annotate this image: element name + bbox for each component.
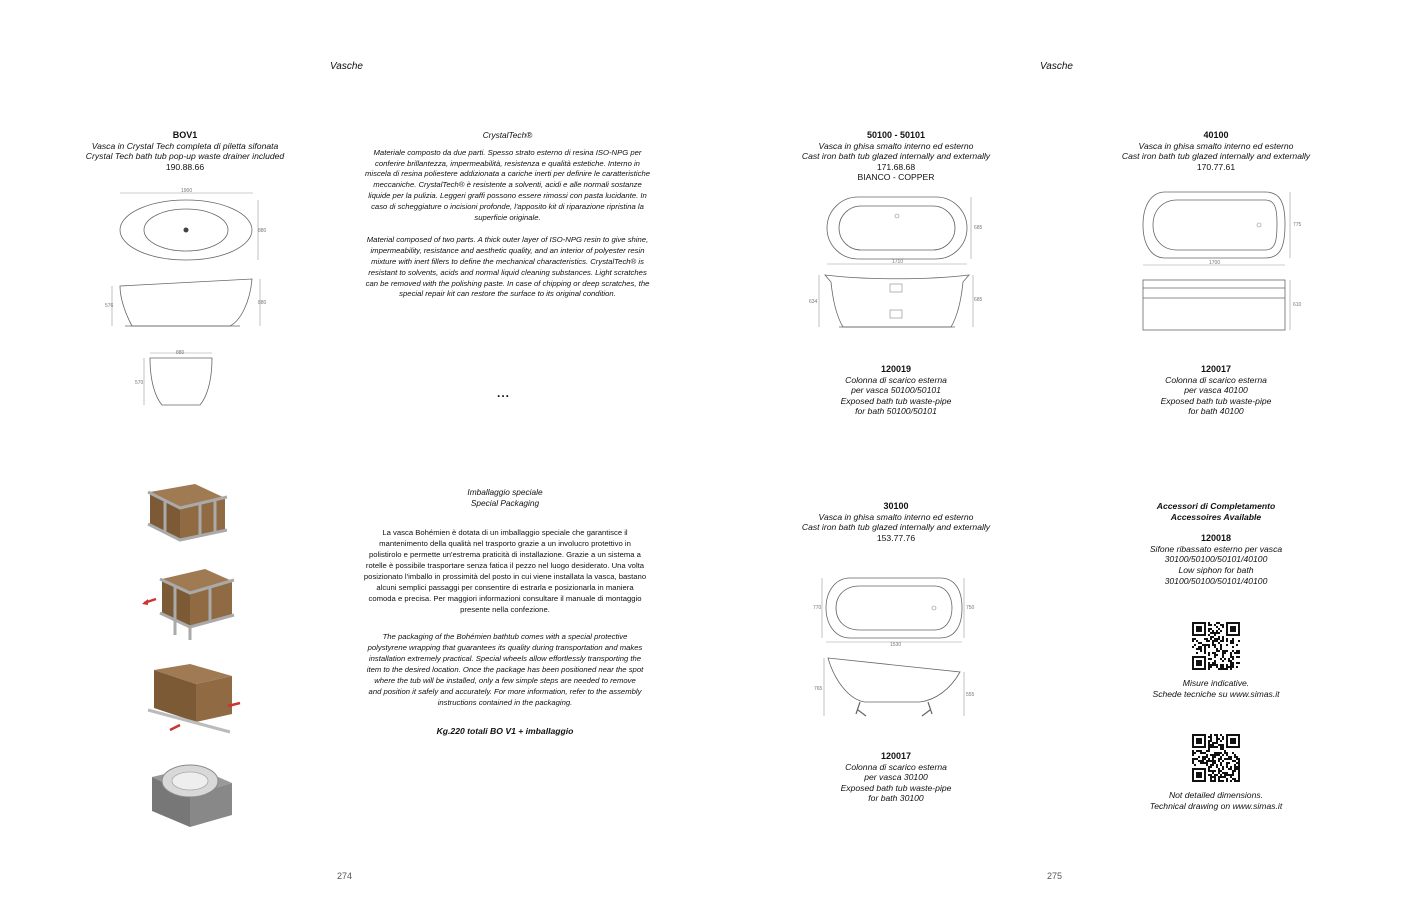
product-code: 120018 [1200,533,1232,544]
page-number-right: 275 [1047,871,1063,881]
product-code: 120017 [1200,364,1232,374]
dimensions: 170.77.61 [1196,161,1236,172]
bov1-block [60,130,310,172]
description-line: per vasca 50100/50101 [851,385,941,396]
packaging-image-2 [140,565,240,645]
section-header-right: Vasche [1040,61,1073,72]
description-line: Colonna di scarico esterna [845,374,947,385]
description-it: Vasca in Crystal Tech completa di piletta sifonata [91,140,279,151]
packaging-image-3 [140,660,245,740]
description-line: Exposed bath tub waste-pipe [1160,395,1272,406]
description-line: 30100/50100/50101/40100 [1164,575,1268,586]
description-line: 30100/50100/50101/40100 [1164,554,1268,565]
note-line: Not detailed dimensions. [1168,790,1264,800]
description-line: Low siphon for bath [1178,564,1254,575]
product-50100-block [771,130,1021,183]
svg-text:610: 610 [1293,302,1302,308]
product-30100-block [771,501,1021,543]
description-line: for bath 40100 [1188,406,1244,417]
product-50100-technical-drawing [805,192,990,337]
svg-text:880: 880 [258,300,267,306]
section-header-left: Vasche [330,61,363,72]
svg-text:880: 880 [258,228,267,234]
accessories-title-it: Accessori di Completamento [1156,501,1276,511]
accessories-title-en: Accessoires Available [1170,511,1262,522]
crystaltech-text-en: Material composed of two parts. A thick outer layer of ISO-NPG resin to give shine, impermeability, resistance and aesthetic quality, and an interior of polyester resin mixture with inert fillers to define the mechanical characteristics. CrystalTech® is resistant to solvents, acids and normal liquid cleaning substances. Light scratches can be removed with the polishing paste. In case of chipping or deep scratches, the special repair kit can restore the surface to its original condition. [365,234,650,299]
svg-text:765: 765 [814,686,823,692]
product-40100-block [1091,130,1341,172]
product-code: BOV1 [172,130,198,140]
description-line: per vasca 40100 [1184,385,1248,396]
packaging-weight: Kg.220 totali BO V1 + imballaggio [436,725,574,736]
description-line: Exposed bath tub waste-pipe [840,395,952,406]
note-line: Technical drawing on www.simas.it [1149,800,1283,811]
svg-text:750: 750 [966,605,975,611]
product-code: 30100 [883,501,909,511]
product-120017-b-block [771,751,1021,804]
dimensions: 171.68.68 [876,161,916,172]
product-code: 120019 [880,364,912,374]
svg-text:770: 770 [813,605,822,611]
product-30100-technical-drawing [810,572,985,722]
description-line: for bath 30100 [868,793,924,804]
svg-text:1530: 1530 [890,642,902,648]
svg-text:775: 775 [1293,222,1302,228]
qr-code-it[interactable] [1192,622,1240,670]
description-en: Cast iron bath tub glazed internally and externally [801,522,991,533]
product-120017-block [1091,364,1341,417]
ellipsis: ... [497,386,511,400]
crystaltech-block [340,130,675,300]
svg-text:555: 555 [966,692,975,698]
description-line: per vasca 30100 [864,772,928,783]
description-it: Vasca in ghisa smalto interno ed esterno [818,511,974,522]
description-it: Vasca in ghisa smalto interno ed esterno [1138,140,1294,151]
description-en: Cast iron bath tub glazed internally and externally [801,151,991,162]
note-line: Schede tecniche su www.simas.it [1152,688,1280,699]
svg-text:685: 685 [974,297,983,303]
svg-text:576: 576 [105,303,114,309]
dimensions: 153.77.76 [876,532,916,543]
description-it: Vasca in ghisa smalto interno ed esterno [818,140,974,151]
svg-text:1900: 1900 [181,188,193,194]
description-line: Exposed bath tub waste-pipe [840,782,952,793]
notes-it [1091,678,1341,699]
note-line: Misure indicative. [1182,678,1250,688]
svg-text:880: 880 [176,350,185,356]
dimensions: 190.88.66 [165,161,205,172]
description-line: Sifone ribassato esterno per vasca [1149,543,1283,554]
crystaltech-text-it: Materiale composto da due parti. Spesso strato esterno di resina ISO-NPG per conferire brillantezza, impermeabilità, resistenza e qualità estetiche. Interno in miscela di resina poliestere addizionata a cariche inerti per definire le caratteristiche meccaniche. CrystalTech® è resistente a solventi, acidi e alle normali sostanze liquide per la pulizia. Leggeri graffi possono essere rimossi con pasta lucidante. In caso di scheggiature o incisioni profonde, l'apposito kit di riparazione ripristina la superficie originale. [364,147,650,223]
packaging-title-it: Imballaggio speciale [467,487,543,497]
description-en: Cast iron bath tub glazed internally and externally [1121,151,1311,162]
packaging-title-en: Special Packaging [470,497,540,508]
crystaltech-title: CrystalTech® [482,130,533,140]
description-en: Crystal Tech bath tub pop-up waste drainer included [85,151,285,162]
bov1-technical-drawing [100,183,275,413]
svg-text:1710: 1710 [892,259,904,265]
accessories-block [1091,501,1341,586]
product-code: 50100 - 50101 [866,130,926,140]
packaging-text-it: La vasca Bohémien è dotata di un imballaggio speciale che garantisce il mantenimento della qualità nel trasporto grazie a un involucro protettivo in polistirolo e permette un'estrema praticità di installazione. Grazie a un sistema a rotelle è possibile trasportare senza fatica il pezzo nel luogo desiderato. Una volta posizionato l'imballo in prossimità del posto in cui viene installata la vasca, bastano alcuni semplici passaggi per consentire di estrarla e posizionarla in maniera comoda e precisa. Per maggiori informazioni consultare il manuale di montaggio presente nella confezione. [363,528,647,614]
notes-en [1091,790,1341,811]
packaging-image-4 [140,755,245,835]
svg-text:1700: 1700 [1209,260,1221,266]
description-line: for bath 50100/50101 [855,406,937,417]
svg-text:685: 685 [974,225,983,231]
description-line: Colonna di scarico esterna [845,761,947,772]
packaging-text-en: The packaging of the Bohémien bathtub comes with a special protective polystyrene wrapping that guarantees its quality during transportation and makes installation extremely practical. Special wheels allow effortlessly transporting the item to the desired location. Once the package has been positioned near the spot where the tub will be installed, only a few simple steps are needed to remove and position it safely and accurately. For more information, refer to the assembly instructions contained in the packaging. [366,632,644,707]
product-code: 40100 [1203,130,1229,140]
svg-text:570: 570 [135,380,144,386]
product-code: 120017 [880,751,912,761]
product-120019-block [771,364,1021,417]
svg-text:634: 634 [809,299,818,305]
packaging-block [335,487,675,736]
finish: BIANCO - COPPER [857,172,935,183]
packaging-image-1 [140,480,235,550]
description-line: Colonna di scarico esterna [1165,374,1267,385]
qr-code-en[interactable] [1192,734,1240,782]
page-number-left: 274 [337,871,353,881]
product-40100-technical-drawing [1135,188,1310,336]
